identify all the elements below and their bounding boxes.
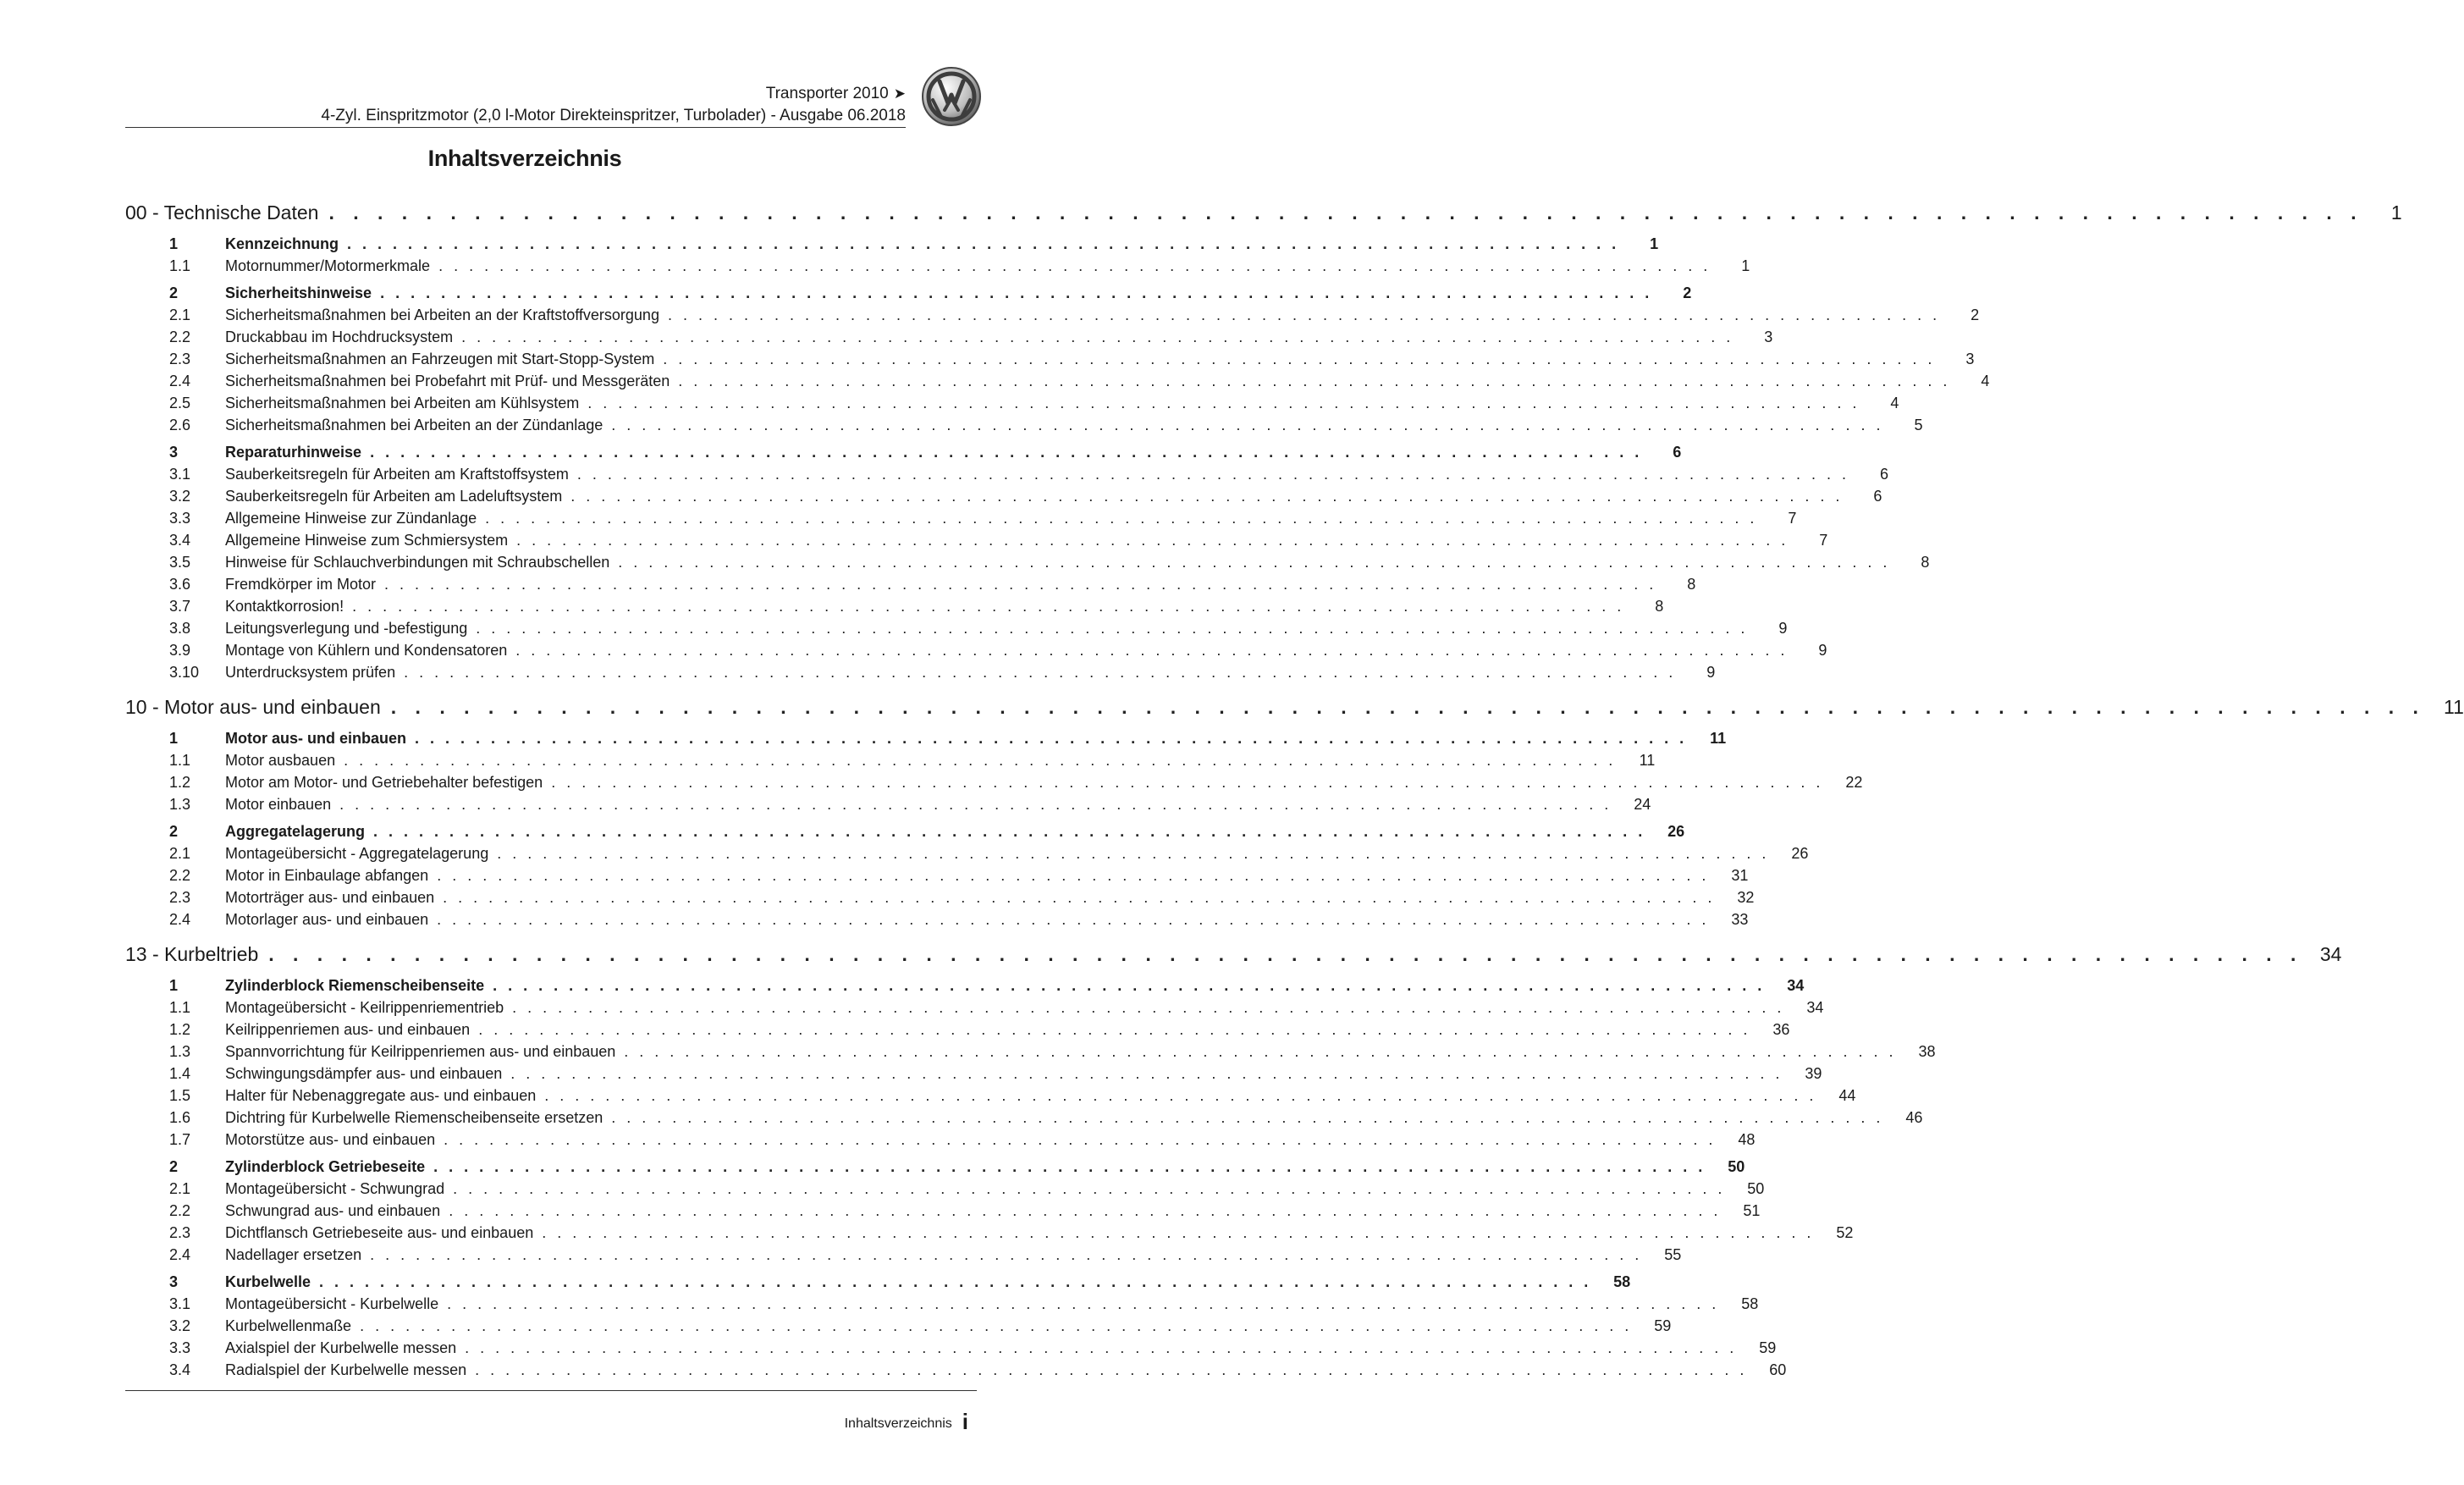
section-title: Aggregatelagerung	[225, 823, 366, 840]
item-title: Kurbelwellenmaße	[225, 1317, 352, 1334]
chapter-page: 34	[2319, 943, 2342, 965]
vw-logo-icon	[921, 66, 982, 127]
toc-chapter[interactable]	[125, 201, 2402, 230]
item-page: 59	[1654, 1317, 1672, 1334]
item-number: 3.10	[169, 664, 200, 681]
section-page: 2	[1683, 284, 1692, 301]
toc-item[interactable]	[125, 1202, 1761, 1224]
item-number: 2.3	[169, 889, 191, 906]
item-title: Druckabbau im Hochdrucksystem	[225, 328, 454, 345]
section-number: 1	[169, 235, 179, 252]
dot-leader: . . . . . . . . . . . . . . . . . . . . . . . . . . . . . . . . . . . . . . . . . . . . . . . . . . . . . . . . . . . . . . . . . . . . . . . . . . . . . . . . . . . .	[510, 1065, 1783, 1082]
toc-item[interactable]	[125, 889, 1755, 911]
item-title: Montageübersicht - Kurbelwelle	[225, 1295, 439, 1312]
item-page: 60	[1769, 1361, 1787, 1378]
item-title: Kontaktkorrosion!	[225, 598, 345, 615]
toc-item[interactable]	[125, 417, 1923, 439]
section-page: 58	[1613, 1273, 1631, 1290]
item-number: 1.3	[169, 796, 191, 813]
dot-leader: . . . . . . . . . . . . . . . . . . . . . . . . . . . . . . . . . . . . . . . . . . . . . . . . . . . . . . . . . . . . . . . . . . . . . . . . . . . . . . . . . . . .	[576, 466, 1850, 483]
header-subtitle: 4-Zyl. Einspritzmotor (2,0 l-Motor Direkteinspritzer, Turbolader) - Ausgabe 06.2018	[321, 107, 906, 124]
section-number: 2	[169, 823, 179, 840]
item-number: 1.4	[169, 1065, 191, 1082]
item-title: Schwungrad aus- und einbauen	[225, 1202, 441, 1219]
item-number: 2.1	[169, 845, 191, 862]
dot-leader: . . . . . . . . . . . . . . . . . . . . . . . . . . . . . . . . . . . . . . . . . . . . . . . . . . . . . . . . . . . . . . . . . . . . . . . . . . . . . . . . . . . .	[380, 284, 1653, 301]
item-page: 8	[1687, 576, 1696, 593]
item-page: 6	[1880, 466, 1889, 483]
item-number: 1.1	[169, 999, 191, 1016]
item-page: 58	[1741, 1295, 1759, 1312]
dot-leader: . . . . . . . . . . . . . . . . . . . . . . . . . . . . . . . . . . . . . . . . . . . . . . . . . . . . . . . . . . . . . . . . . . . . . . . . . . . . . . . . . . . .	[475, 1361, 1748, 1378]
dot-leader: . . . . . . . . . . . . . . . . . . . . . . . . . . . . . . . . . . . . . . . . . . . . . . . . . . . . . . . . . . . . . . . . . . . . . . . . . . . . . . . . . . . .	[678, 373, 1951, 389]
dot-leader: . . . . . . . . . . . . . . . . . . . . . . . . . . . . . . . . . . . . . . . . . . . . . . . . . . . . . . . . . . . . . . . . . . . . . . . . . . . . . . . . . . . .	[347, 235, 1620, 252]
toc-item[interactable]	[125, 845, 1809, 867]
dot-leader: . . . . . . . . . . . . . . . . . . . . . . . . . . . . . . . . . . . . . . . . . . . . . . . . . . . . . . . . . . . . . . . . . . . . . . . . . . . . . . . . . . . .	[370, 1246, 1643, 1263]
item-title: Motorstütze aus- und einbauen	[225, 1131, 436, 1148]
chapter-page: 1	[2390, 201, 2402, 224]
item-number: 1.6	[169, 1109, 191, 1126]
toc-item[interactable]	[125, 532, 1828, 554]
section-page: 6	[1673, 444, 1682, 461]
item-page: 34	[1806, 999, 1824, 1016]
section-number: 2	[169, 284, 179, 301]
item-number: 1.5	[169, 1087, 191, 1104]
dot-leader: . . . . . . . . . . . . . . . . . . . . . . . . . . . . . . . . . . . . . . . . . . . . . . . . . . . . . . . . . . . . . . . . . . . . . . . . . . . . . . . . . . . .	[449, 1202, 1722, 1219]
item-title: Allgemeine Hinweise zur Zündanlage	[225, 510, 477, 527]
dot-leader: . . . . . . . . . . . . . . . . . . . . . . . . . . . . . . . . . . . . . . . . . . . . . . . . . . . . . . . . . . . . . . . . . . . . . . . . . . . . . . . . . . . .	[618, 554, 1891, 571]
toc-section[interactable]	[125, 1273, 1631, 1295]
toc-item[interactable]	[125, 620, 1788, 642]
footer-page-index: i	[962, 1409, 968, 1434]
toc-section[interactable]	[125, 730, 1727, 752]
item-page: 36	[1772, 1021, 1790, 1038]
dot-leader: . . . . . . . . . . . . . . . . . . . . . . . . . . . . . . . . . . . . . . . . . . . . . . . . . . . . . . . . . . . . . . . . . . . . . . . . . . . . . . . . . . . .	[404, 664, 1677, 681]
item-title: Sicherheitsmaßnahmen bei Arbeiten an der Kraftstoffversorgung	[225, 306, 659, 323]
dot-leader: . . . . . . . . . . . . . . . . . . . . . . . . . . . . . . . . . . . . . . . . . . . . . . . . . . . . . . . . . . . . . . . . . . . . . . . . . . . . . . . . . . . .	[663, 351, 1936, 367]
toc-item[interactable]	[125, 1109, 1923, 1131]
item-title: Motor in Einbaulage abfangen	[225, 867, 429, 884]
toc-item[interactable]	[125, 257, 1750, 279]
item-title: Motorlager aus- und einbauen	[225, 911, 429, 928]
item-page: 26	[1791, 845, 1809, 862]
section-number: 3	[169, 444, 179, 461]
dot-leader: . . . . . . . . . . . . . . . . . . . . . . . . . . . . . . . . . . . . . . . . . . . . . . . . . . . . . . . . . . . . . . . . . . . . . . . . . . . . . . . . . . . .	[571, 488, 1844, 505]
item-title: Keilrippenriemen aus- und einbauen	[225, 1021, 471, 1038]
item-number: 2.4	[169, 1246, 191, 1263]
item-page: 4	[1890, 395, 1899, 411]
dot-leader: . . . . . . . . . . . . . . . . . . . . . . . . . . . . . . . . . . . . . . . . . . . . . . . . . . . . . . . . . . . . . . . . . . . . . . . . . . . . . . . . . . . .	[542, 1224, 1815, 1241]
item-number: 3.3	[169, 510, 191, 527]
toc-section[interactable]	[125, 235, 1659, 257]
dot-leader: . . . . . . . . . . . . . . . . . . . . . . . . . . . . . . . . . . . . . . . . . . . . . . . . . . . . . . . . . . . . . . . . . . . . . . . . . . . . . . . . . . . .	[516, 532, 1789, 549]
item-title: Sauberkeitsregeln für Arbeiten am Kraftstoffsystem	[225, 466, 569, 483]
item-page: 4	[1981, 373, 1990, 389]
toc-section[interactable]	[125, 823, 1685, 845]
toc-section[interactable]	[125, 444, 1682, 466]
toc-section[interactable]	[125, 1158, 1745, 1180]
toc-item[interactable]	[125, 1295, 1759, 1317]
arrow-right-icon: ➤	[893, 86, 906, 102]
toc-item[interactable]	[125, 1065, 1822, 1087]
dot-leader: . . . . . . . . . . . . . . . . . . . . . . . . . . . . . . . . . . . . . . . . . . . . . . . . . . . . . . . . . . . . . . . . . . . . . . . . . . . . . . . . . . . .	[444, 1131, 1717, 1148]
section-title: Kurbelwelle	[225, 1273, 311, 1290]
dot-leader: . . . . . . . . . . . . . . . . . . . . . . . . . . . . . . . . . . . . . . . . . . . . . . . . . . . . . . . . . . . . . . . . . . . . . . . . . . . . . . . . . . . .	[544, 1087, 1817, 1104]
item-number: 3.5	[169, 554, 191, 571]
footer-divider	[125, 1390, 977, 1391]
dot-leader: . . . . . . . . . . . . . . . . . . . . . . . . . . . . . . . . . . . . . . . . . . . . . . . . . . . . . . . . . . . . . . . . . . . . . . . . . . . . . . . . . . . .	[611, 1109, 1884, 1126]
dot-leader: . . . . . . . . . . . . . . . . . . . . . . . . . . . . . . . . . . . . . . . . . . . . . . . . . . . . . . . . . . . . . . . . . . . . . . . . . . . . . . . . . . . .	[476, 620, 1749, 637]
section-title: Kennzeichnung	[225, 235, 339, 252]
item-number: 1.2	[169, 774, 191, 791]
item-number: 2.4	[169, 911, 191, 928]
item-title: Sicherheitsmaßnahmen an Fahrzeugen mit Start-Stopp-System	[225, 351, 655, 367]
item-title: Axialspiel der Kurbelwelle messen	[225, 1339, 457, 1356]
toc-item[interactable]	[125, 395, 1899, 417]
toc-item[interactable]	[125, 1246, 1682, 1268]
item-title: Montageübersicht - Schwungrad	[225, 1180, 445, 1197]
item-title: Dichtring für Kurbelwelle Riemenscheibenseite ersetzen	[225, 1109, 604, 1126]
toc-section[interactable]	[125, 284, 1692, 306]
item-page: 9	[1778, 620, 1788, 637]
dot-leader: . . . . . . . . . . . . . . . . . . . . . . . . . . . . . . . . . . . . . . . . . . . . . . . . . . . . . . . . . . . . . . . . . . . . . . . . . . . . . . . . . . . .	[352, 598, 1625, 615]
item-page: 3	[1764, 328, 1773, 345]
item-title: Sicherheitsmaßnahmen bei Arbeiten an der Zündanlage	[225, 417, 604, 433]
footer-label: Inhaltsverzeichnis	[844, 1416, 952, 1431]
item-page: 44	[1838, 1087, 1856, 1104]
item-number: 1.3	[169, 1043, 191, 1060]
item-page: 5	[1914, 417, 1923, 433]
item-page: 1	[1741, 257, 1750, 274]
table-of-contents	[125, 201, 2464, 1383]
item-page: 3	[1965, 351, 1975, 367]
toc-item[interactable]	[125, 999, 1824, 1021]
chapter-title: 00 - Technische Daten	[125, 201, 319, 224]
item-number: 3.2	[169, 488, 191, 505]
section-number: 3	[169, 1273, 179, 1290]
item-page: 55	[1664, 1246, 1682, 1263]
item-page: 39	[1805, 1065, 1822, 1082]
item-title: Unterdrucksystem prüfen	[225, 664, 396, 681]
item-page: 9	[1706, 664, 1716, 681]
item-number: 2.1	[169, 1180, 191, 1197]
item-page: 46	[1905, 1109, 1923, 1126]
toc-item[interactable]	[125, 554, 1930, 576]
item-title: Spannvorrichtung für Keilrippenriemen aus- und einbauen	[225, 1043, 616, 1060]
item-number: 3.6	[169, 576, 191, 593]
item-title: Motornummer/Motormerkmale	[225, 257, 431, 274]
item-number: 3.1	[169, 1295, 191, 1312]
item-title: Radialspiel der Kurbelwelle messen	[225, 1361, 467, 1378]
toc-item[interactable]	[125, 1180, 1765, 1202]
dot-leader: . . . . . . . . . . . . . . . . . . . . . . . . . . . . . . . . . . . . . . . . . . . . . . . . . . . . . . . . . . . . . . . . . . . . . . . . . . . . . . . . . . . .	[461, 328, 1734, 345]
toc-item[interactable]	[125, 466, 1889, 488]
toc-item[interactable]	[125, 752, 1656, 774]
item-number: 2.2	[169, 328, 191, 345]
dot-leader: . . . . . . . . . . . . . . . . . . . . . . . . . . . . . . . . . . . . . . . . . . . . . . . . . . . . . . . . . . . . . . . . . . . . . . . . . . . . . . . . . . . .	[370, 444, 1643, 461]
item-number: 1.1	[169, 257, 191, 274]
item-page: 52	[1836, 1224, 1854, 1241]
dot-leader: . . . . . . . . . . . . . . . . . . . . . . . . . . . . . . . . . . . . . . . . . . . . . . . . . . . . . . . . . . . . . . . . . . . . . . . . . . . . . . . . . . . .	[447, 1295, 1720, 1312]
dot-leader: . . . . . . . . . . . . . . . . . . . . . . . . . . . . . . . . . . . . . . . . . . . . . . . . . . . . . . . . . . . . . . . . . . . . . . . . . . . . . . . . . . . .	[443, 889, 1716, 906]
dot-leader: . . . . . . . . . . . . . . . . . . . . . . . . . . . . . . . . . . . . . . . . . . . . . . . . . . . . . . . . . . . . . . . . . . . . . . . . . . . . . . . . . . . .	[453, 1180, 1726, 1197]
page-footer	[845, 1409, 968, 1435]
item-page: 32	[1737, 889, 1755, 906]
item-page: 38	[1918, 1043, 1936, 1060]
item-number: 3.9	[169, 642, 191, 659]
dot-leader: . . . . . . . . . . . . . . . . . . . . . . . . . . . . . . . . . . . . . . . . . . . . . . . . . . . . . . . . . . . . . . . . . . . . . . . . . . . . . . . . . . . .	[515, 642, 1789, 659]
toc-item[interactable]	[125, 911, 1749, 933]
dot-leader: . . . . . . . . . . . . . . . . . . . . . . . . . . . . . . . . . . . . . . . . . . . . . . . . . . . . . . . . . . . . . . . . . . . . . . . . . . . . . . . . . . . .	[437, 867, 1710, 884]
toc-item[interactable]	[125, 576, 1696, 598]
item-number: 1.1	[169, 752, 191, 769]
item-number: 1.2	[169, 1021, 191, 1038]
item-number: 2.3	[169, 351, 191, 367]
item-page: 7	[1788, 510, 1797, 527]
item-page: 51	[1743, 1202, 1761, 1219]
item-page: 11	[1639, 752, 1656, 769]
item-title: Sauberkeitsregeln für Arbeiten am Ladeluftsystem	[225, 488, 563, 505]
toc-item[interactable]	[125, 1361, 1787, 1383]
toc-item[interactable]	[125, 1043, 1936, 1065]
dot-leader: . . . . . . . . . . . . . . . . . . . . . . . . . . . . . . . . . . . . . . . . . . . . . . . . . . . . . . . . . . . . . . . . . . . . . . . . . . . . . . . . . . . .	[611, 417, 1884, 433]
item-title: Montageübersicht - Keilrippenriementrieb	[225, 999, 504, 1016]
toc-item[interactable]	[125, 642, 1827, 664]
section-number: 1	[169, 730, 179, 747]
dot-leader: . . . . . . . . . . . . . . . . . . . . . . . . . . . . . . . . . . . . . . . . . . . . . . . . . . . . . . . . . . . . . . . . . . . . . . . . . . . . . . . . . . . .	[373, 823, 1646, 840]
item-title: Schwingungsdämpfer aus- und einbauen	[225, 1065, 503, 1082]
section-title: Motor aus- und einbauen	[225, 730, 406, 747]
dot-leader: . . . . . . . . . . . . . . . . . . . . . . . . . . . . . . . . . . . . . . . . . . . . . . . . . . . . . . . . . . . . . . . . . . . . . . . . . . . . . . . . . . . .	[551, 774, 1824, 791]
toc-item[interactable]	[125, 373, 1990, 395]
toc-item[interactable]	[125, 867, 1749, 889]
item-number: 3.1	[169, 466, 191, 483]
item-title: Hinweise für Schlauchverbindungen mit Schraubschellen	[225, 554, 610, 571]
dot-leader: . . . . . . . . . . . . . . . . . . . . . . . . . . . . . . . . . . . . . . . . . . . . . . . . . . . . . . . . . . . . . . . . . . . . . . . . . . . . . . . . . . . .	[339, 796, 1612, 813]
toc-chapter[interactable]	[125, 696, 2464, 725]
item-title: Motorträger aus- und einbauen	[225, 889, 435, 906]
toc-item[interactable]	[125, 1131, 1756, 1153]
item-title: Sicherheitsmaßnahmen bei Arbeiten am Kühlsystem	[225, 395, 580, 411]
section-page: 1	[1650, 235, 1659, 252]
item-title: Motor am Motor- und Getriebehalter befestigen	[225, 774, 543, 791]
header-model-text: Transporter 2010	[765, 85, 889, 102]
item-page: 7	[1819, 532, 1828, 549]
dot-leader: . . . . . . . . . . . . . . . . . . . . . . . . . . . . . . . . . . . . . . . . . . . . . . . . . . . . . . . . . . . . . . . . . . . . . . . . . . . . . . . . . . . .	[328, 201, 2363, 224]
toc-item[interactable]	[125, 598, 1664, 620]
page-title: Inhaltsverzeichnis	[427, 146, 622, 171]
item-page: 48	[1738, 1131, 1756, 1148]
item-page: 59	[1759, 1339, 1777, 1356]
item-page: 8	[1921, 554, 1930, 571]
item-number: 3.4	[169, 532, 191, 549]
dot-leader: . . . . . . . . . . . . . . . . . . . . . . . . . . . . . . . . . . . . . . . . . . . . . . . . . . . . . . . . . . . . . . . . . . . . . . . . . . . . . . . . . . . .	[667, 306, 1941, 323]
toc-item[interactable]	[125, 664, 1716, 686]
section-title: Zylinderblock Getriebeseite	[225, 1158, 426, 1175]
item-number: 2.4	[169, 373, 191, 389]
toc-chapter[interactable]	[125, 943, 2342, 972]
item-page: 24	[1634, 796, 1651, 813]
item-number: 3.4	[169, 1361, 191, 1378]
item-page: 33	[1731, 911, 1749, 928]
item-page: 22	[1845, 774, 1863, 791]
chapter-title: 10 - Motor aus- und einbauen	[125, 696, 381, 718]
item-number: 2.2	[169, 867, 191, 884]
toc-item[interactable]	[125, 510, 1797, 532]
section-page: 11	[1710, 730, 1727, 747]
toc-item[interactable]	[125, 328, 1773, 351]
item-number: 1.7	[169, 1131, 191, 1148]
item-number: 2.6	[169, 417, 191, 433]
toc-item[interactable]	[125, 1087, 1856, 1109]
dot-leader: . . . . . . . . . . . . . . . . . . . . . . . . . . . . . . . . . . . . . . . . . . . . . . . . . . . . . . . . . . . . . . . . . . . . . . . . . . . . . . . . . . . .	[384, 576, 1657, 593]
toc-item[interactable]	[125, 306, 1980, 328]
chapter-title: 13 - Kurbeltrieb	[125, 943, 259, 965]
toc-section[interactable]	[125, 977, 1805, 999]
item-page: 8	[1655, 598, 1664, 615]
toc-item[interactable]	[125, 774, 1863, 796]
toc-item[interactable]	[125, 1317, 1672, 1339]
dot-leader: . . . . . . . . . . . . . . . . . . . . . . . . . . . . . . . . . . . . . . . . . . . . . . . . . . . . . . . . . . . . . . . . . . . . . . . . . . . . . . . . . . . .	[485, 510, 1758, 527]
item-number: 2.5	[169, 395, 191, 411]
dot-leader: . . . . . . . . . . . . . . . . . . . . . . . . . . . . . . . . . . . . . . . . . . . . . . . . . . . . . . . . . . . . . . . . . . . . . . . . . . . . . . . . . . . .	[587, 395, 1860, 411]
item-number: 2.1	[169, 306, 191, 323]
item-number: 2.2	[169, 1202, 191, 1219]
dot-leader: . . . . . . . . . . . . . . . . . . . . . . . . . . . . . . . . . . . . . . . . . . . . . . . . . . . . . . . . . . . . . . . . . . . . . . . . . . . . . . . . . . . .	[437, 911, 1710, 928]
toc-item[interactable]	[125, 1021, 1790, 1043]
dot-leader: . . . . . . . . . . . . . . . . . . . . . . . . . . . . . . . . . . . . . . . . . . . . . . . . . . . . . . . . . . . . . . . . . . . . . . . . . . . . . . . . . . . .	[433, 1158, 1706, 1175]
item-title: Motor ausbauen	[225, 752, 336, 769]
section-page: 34	[1787, 977, 1805, 994]
toc-item[interactable]	[125, 1224, 1854, 1246]
chapter-page: 11	[2444, 696, 2464, 718]
dot-leader: . . . . . . . . . . . . . . . . . . . . . . . . . . . . . . . . . . . . . . . . . . . . . . . . . . . . . . . . . . . . . . . . . . . . . . . . . . . . . . . . . . . .	[624, 1043, 1897, 1060]
item-title: Dichtflansch Getriebeseite aus- und einbauen	[225, 1224, 534, 1241]
section-number: 1	[169, 977, 179, 994]
item-page: 31	[1731, 867, 1749, 884]
section-page: 50	[1728, 1158, 1745, 1175]
item-title: Nadellager ersetzen	[225, 1246, 362, 1263]
dot-leader: . . . . . . . . . . . . . . . . . . . . . . . . . . . . . . . . . . . . . . . . . . . . . . . . . . . . . . . . . . . . . . . . . . . . . . . . . . . . . . . . . . . .	[438, 257, 1712, 274]
item-title: Halter für Nebenaggregate aus- und einbauen	[225, 1087, 537, 1104]
dot-leader: . . . . . . . . . . . . . . . . . . . . . . . . . . . . . . . . . . . . . . . . . . . . . . . . . . . . . . . . . . . . . . . . . . . . . . . . . . . . . . . . . . . .	[390, 696, 2425, 718]
item-title: Montage von Kühlern und Kondensatoren	[225, 642, 508, 659]
header-model	[766, 85, 906, 103]
item-page: 2	[1971, 306, 1980, 323]
section-page: 26	[1667, 823, 1685, 840]
section-title: Sicherheitshinweise	[225, 284, 372, 301]
item-number: 3.3	[169, 1339, 191, 1356]
toc-item[interactable]	[125, 1339, 1777, 1361]
item-title: Motor einbauen	[225, 796, 332, 813]
item-title: Sicherheitsmaßnahmen bei Probefahrt mit Prüf- und Messgeräten	[225, 373, 670, 389]
item-title: Montageübersicht - Aggregatelagerung	[225, 845, 489, 862]
item-title: Allgemeine Hinweise zum Schmiersystem	[225, 532, 509, 549]
item-number: 3.2	[169, 1317, 191, 1334]
section-number: 2	[169, 1158, 179, 1175]
dot-leader: . . . . . . . . . . . . . . . . . . . . . . . . . . . . . . . . . . . . . . . . . . . . . . . . . . . . . . . . . . . . . . . . . . . . . . . . . . . . . . . . . . . .	[268, 943, 2303, 965]
section-title: Reparaturhinweise	[225, 444, 362, 461]
dot-leader: . . . . . . . . . . . . . . . . . . . . . . . . . . . . . . . . . . . . . . . . . . . . . . . . . . . . . . . . . . . . . . . . . . . . . . . . . . . . . . . . . . . .	[512, 999, 1785, 1016]
dot-leader: . . . . . . . . . . . . . . . . . . . . . . . . . . . . . . . . . . . . . . . . . . . . . . . . . . . . . . . . . . . . . . . . . . . . . . . . . . . . . . . . . . . .	[465, 1339, 1738, 1356]
dot-leader: . . . . . . . . . . . . . . . . . . . . . . . . . . . . . . . . . . . . . . . . . . . . . . . . . . . . . . . . . . . . . . . . . . . . . . . . . . . . . . . . . . . .	[478, 1021, 1751, 1038]
item-title: Fremdkörper im Motor	[225, 576, 377, 593]
dot-leader: . . . . . . . . . . . . . . . . . . . . . . . . . . . . . . . . . . . . . . . . . . . . . . . . . . . . . . . . . . . . . . . . . . . . . . . . . . . . . . . . . . . .	[493, 977, 1766, 994]
toc-item[interactable]	[125, 796, 1651, 818]
toc-item[interactable]	[125, 488, 1882, 510]
toc-item[interactable]	[125, 351, 1975, 373]
dot-leader: . . . . . . . . . . . . . . . . . . . . . . . . . . . . . . . . . . . . . . . . . . . . . . . . . . . . . . . . . . . . . . . . . . . . . . . . . . . . . . . . . . . .	[497, 845, 1770, 862]
item-number: 2.3	[169, 1224, 191, 1241]
dot-leader: . . . . . . . . . . . . . . . . . . . . . . . . . . . . . . . . . . . . . . . . . . . . . . . . . . . . . . . . . . . . . . . . . . . . . . . . . . . . . . . . . . . .	[344, 752, 1617, 769]
dot-leader: . . . . . . . . . . . . . . . . . . . . . . . . . . . . . . . . . . . . . . . . . . . . . . . . . . . . . . . . . . . . . . . . . . . . . . . . . . . . . . . . . . . .	[319, 1273, 1592, 1290]
dot-leader: . . . . . . . . . . . . . . . . . . . . . . . . . . . . . . . . . . . . . . . . . . . . . . . . . . . . . . . . . . . . . . . . . . . . . . . . . . . . . . . . . . . .	[415, 730, 1688, 747]
item-number: 3.7	[169, 598, 191, 615]
item-page: 6	[1873, 488, 1882, 505]
item-page: 50	[1747, 1180, 1765, 1197]
section-title: Zylinderblock Riemenscheibenseite	[225, 977, 485, 994]
header-divider	[125, 127, 906, 128]
dot-leader: . . . . . . . . . . . . . . . . . . . . . . . . . . . . . . . . . . . . . . . . . . . . . . . . . . . . . . . . . . . . . . . . . . . . . . . . . . . . . . . . . . . .	[360, 1317, 1633, 1334]
item-title: Leitungsverlegung und -befestigung	[225, 620, 468, 637]
item-number: 3.8	[169, 620, 191, 637]
item-page: 9	[1818, 642, 1827, 659]
